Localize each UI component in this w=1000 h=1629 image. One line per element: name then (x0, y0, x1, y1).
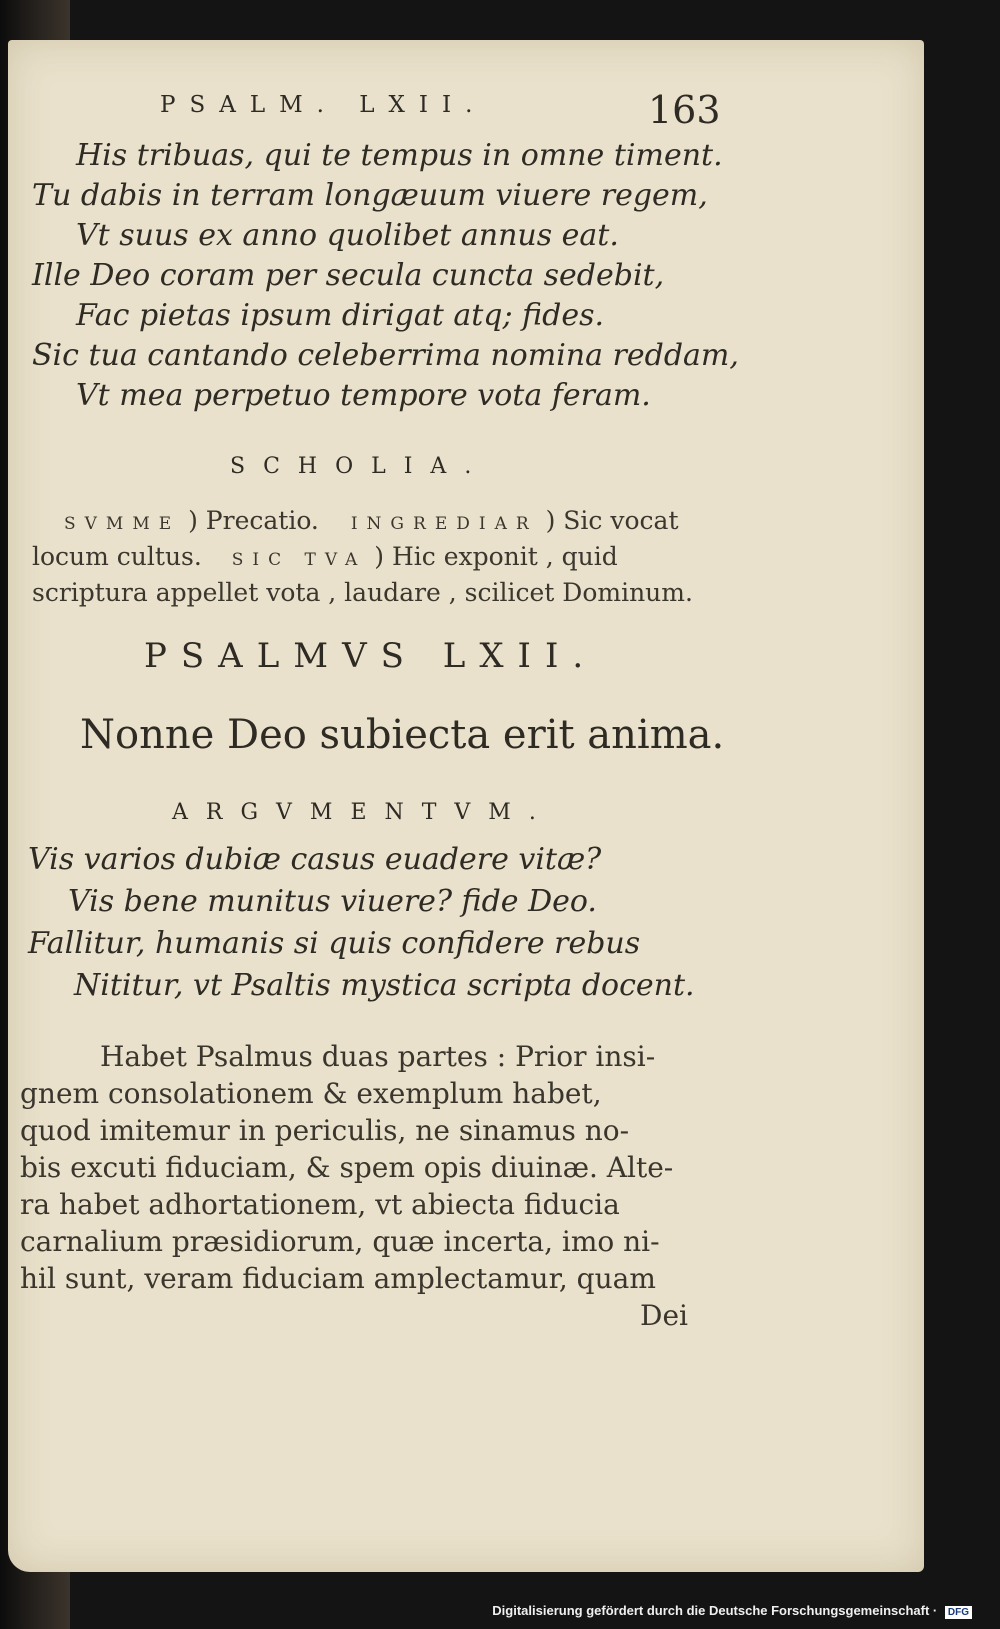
gloss: locum cultus. (32, 542, 202, 571)
body-line: carnalium præsidiorum, quæ incerta, imo ni- (20, 1225, 660, 1258)
gloss: ) Hic exponit , quid (374, 542, 618, 571)
body-line: bis excuti fiduciam, & spem opis diuinæ. Alte- (20, 1151, 674, 1184)
argumentum-line: Fallitur, humanis si quis confidere rebus (28, 926, 641, 961)
poem-line: His tribuas, qui te tempus in omne timent. (76, 138, 723, 173)
dfg-logo: DFG (945, 1606, 972, 1619)
body-line: ra habet adhortationem, vt abiecta fiducia (20, 1188, 620, 1221)
poem-line: Vt suus ex anno quolibet annus eat. (76, 218, 619, 253)
lemma: SVMME (64, 514, 181, 534)
body-line: gnem consolationem & exemplum habet, (20, 1077, 602, 1110)
argumentum-line: Vis bene munitus viuere? fide Deo. (68, 884, 597, 919)
poem-line: Fac pietas ipsum dirigat atq; fides. (76, 298, 605, 333)
lemma: SIC TVA (231, 550, 367, 570)
body-line: quod imitemur in periculis, ne sinamus no- (20, 1114, 630, 1147)
poem-line: Ille Deo coram per secula cuncta sedebit, (32, 258, 665, 293)
poem-line: Tu dabis in terram longæuum viuere regem, (32, 178, 708, 213)
gloss: ) Sic vocat (545, 506, 679, 535)
page-number: 163 (648, 88, 721, 132)
poem-line: Sic tua cantando celeberrima nomina reddam, (32, 338, 739, 373)
scholia-line-2 (32, 542, 618, 571)
lemma: INGREDIAR (350, 514, 538, 534)
body-line: hil sunt, veram fiduciam amplectamur, quam (20, 1262, 656, 1295)
credit-text: Digitalisierung gefördert durch die Deutsche Forschungsgemeinschaft · (492, 1603, 938, 1618)
running-title: PSALM. LXII. (160, 92, 487, 118)
scholia-heading: SCHOLIA. (230, 454, 490, 479)
scholia-line-3: scriptura appellet vota , laudare , scilicet Dominum. (32, 578, 693, 607)
scholia-line-1 (64, 506, 679, 535)
poem-line: Vt mea perpetuo tempore vota feram. (76, 378, 651, 413)
gloss: ) Precatio. (188, 506, 319, 535)
argumentum-line: Vis varios dubiæ casus euadere vitæ? (28, 842, 602, 877)
digitization-credit (492, 1603, 972, 1619)
body-line: Habet Psalmus duas partes : Prior insi- (100, 1040, 656, 1073)
argumentum-heading: ARGVMENTVM. (172, 800, 554, 825)
psalm-title: PSALMVS LXII. (144, 636, 598, 676)
argumentum-line: Nititur, vt Psaltis mystica scripta docent. (74, 968, 695, 1003)
catchword: Dei (640, 1299, 688, 1332)
psalm-incipit: Nonne Deo subiecta erit anima. (80, 712, 725, 758)
book-page (8, 40, 924, 1572)
